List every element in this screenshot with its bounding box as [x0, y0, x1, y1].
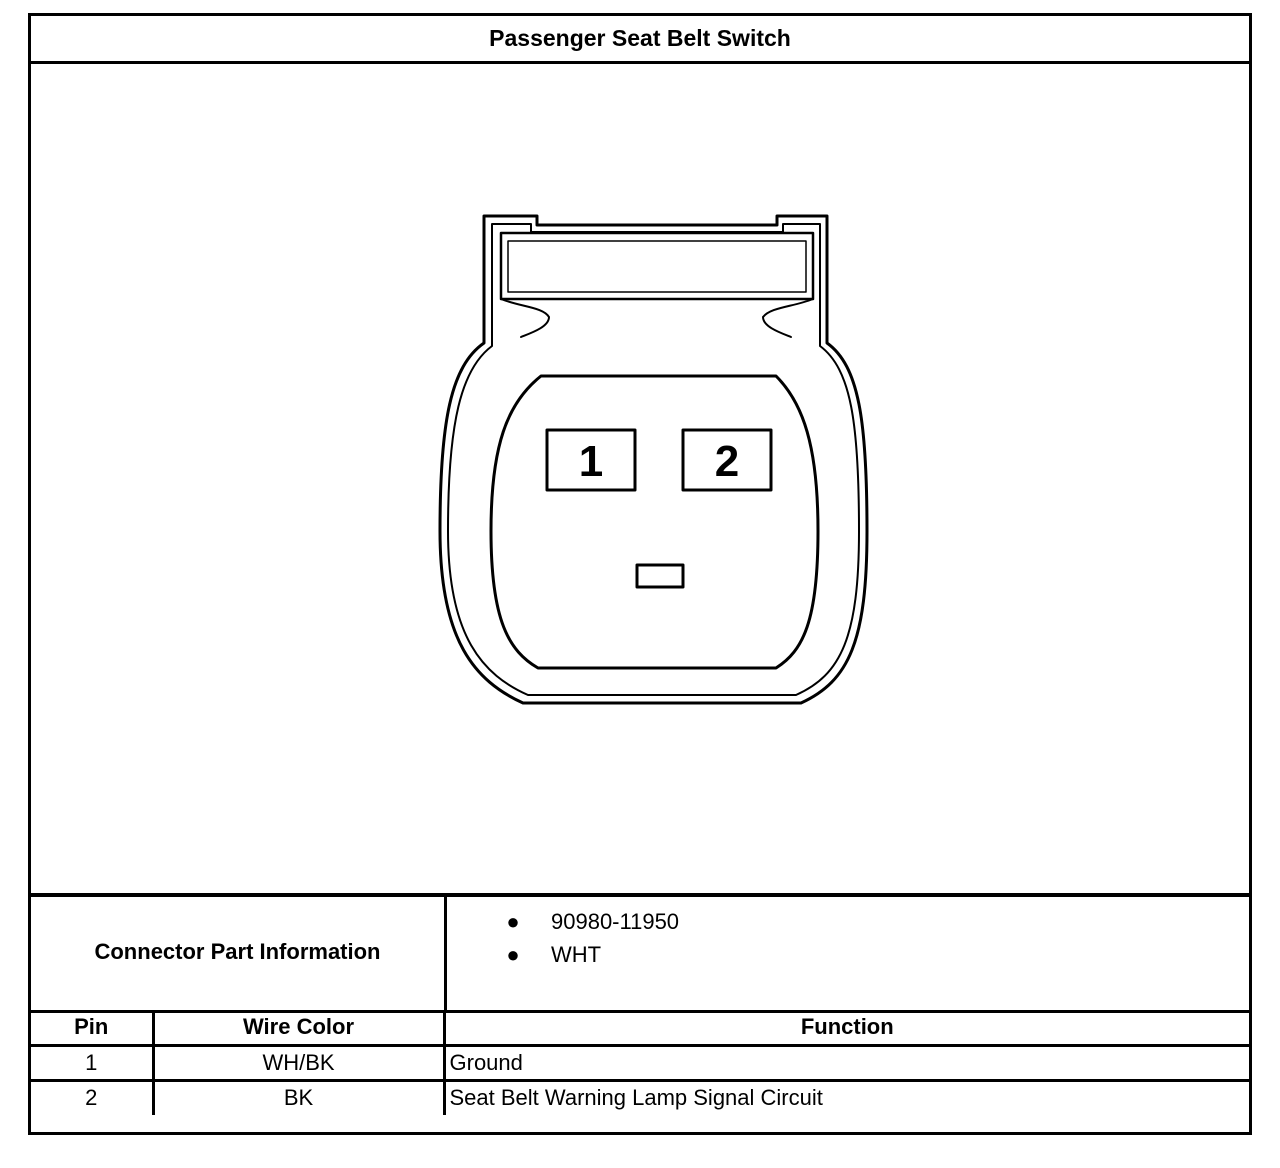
terminal-face [491, 376, 818, 668]
bullet-icon: ● [506, 909, 520, 934]
pin-table [31, 1010, 1249, 1115]
pin-function: Seat Belt Warning Lamp Signal Circuit [444, 1080, 1249, 1115]
column-header-function: Function [444, 1010, 1249, 1045]
column-header-pin: Pin [31, 1010, 153, 1045]
part-info-item [447, 905, 1249, 938]
table-row [31, 1080, 1249, 1115]
connector-face-diagram [31, 61, 1249, 893]
column-header-wire-color: Wire Color [153, 1010, 444, 1045]
page-title: Passenger Seat Belt Switch [31, 16, 1249, 64]
connector-diagram-area [31, 61, 1249, 897]
connector-part-info-row [31, 893, 1249, 1013]
pin-label-2: 2 [714, 437, 740, 486]
pin-table-header-row [31, 1010, 1249, 1045]
pin-number: 2 [31, 1080, 153, 1115]
keying-slot [637, 565, 683, 587]
wire-color: WH/BK [153, 1045, 444, 1080]
pin-function: Ground [444, 1045, 1249, 1080]
wire-color: BK [153, 1080, 444, 1115]
tab-notch-left [501, 299, 549, 337]
pin-number: 1 [31, 1045, 153, 1080]
connector-part-info-label: Connector Part Information [31, 893, 447, 1010]
tab-notch-right [763, 299, 813, 337]
bullet-icon: ● [506, 942, 520, 967]
connector-part-info-list [447, 893, 1249, 1022]
table-row [31, 1045, 1249, 1080]
connector-sheet [28, 13, 1252, 1135]
part-number: 90980-11950 [551, 909, 680, 934]
connector-inner-housing [448, 224, 859, 695]
connector-color: WHT [551, 942, 602, 967]
locking-tab [501, 233, 813, 299]
part-info-item [447, 938, 1249, 971]
pin-label-1: 1 [578, 437, 604, 486]
